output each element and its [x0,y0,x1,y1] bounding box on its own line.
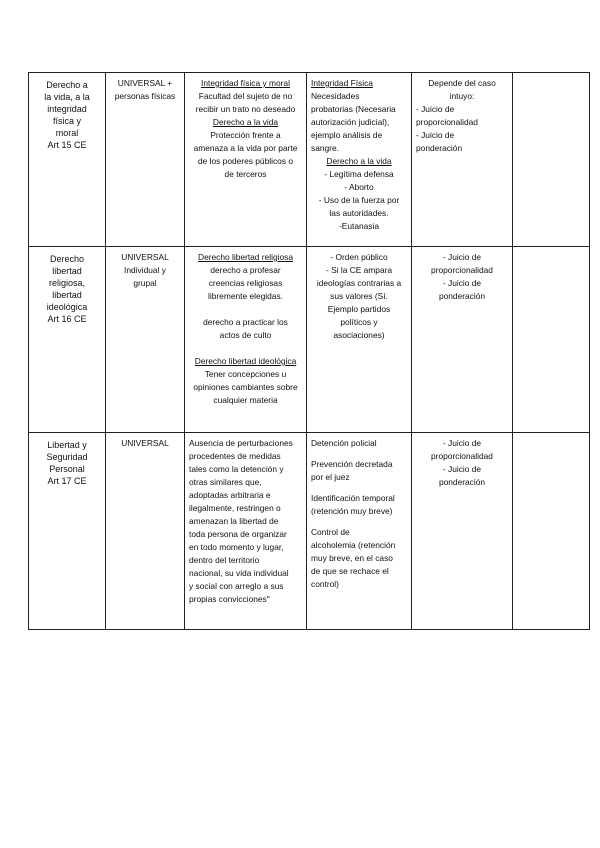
empty-cell [513,433,590,630]
holders-cell: UNIVERSAL + personas físicas [106,73,185,247]
right-name-cell: Derecho libertad religiosa, libertad ideológica Art 16 CE [29,247,106,433]
holders-cell: UNIVERSAL Individual y grupal [106,247,185,433]
judgment-cell: - Juicio de proporcionalidad - Juicio de ponderación [412,247,513,433]
limits-cell: Integridad Física Necesidades probatorias (Necesaria autorización judicial), ejemplo análisis de sangre. Derecho a la vida - Legítima defensa - Aborto - Uso de la fuerza por las autoridades. -Eutanasia [307,73,412,247]
table-row [29,433,590,630]
section-heading: Derecho libertad religiosa [198,252,293,262]
right-name-cell: Derecho a la vida, a la integridad física y moral Art 15 CE [29,73,106,247]
judgment-cell: Depende del caso intuyo: - Juicio de proporcionalidad - Juicio de ponderación [412,73,513,247]
empty-cell [513,73,590,247]
content-cell: Derecho libertad religiosa derecho a profesar creencias religiosas libremente elegidas. derecho a practicar los actos de culto Derecho libertad ideológica Tener concepciones u opiniones cambiantes sobre cualquier materia [185,247,307,433]
rights-table [28,72,590,630]
content-cell: Integridad física y moral Facultad del sujeto de no recibir un trato no deseado Derecho a la vida Protección frente a amenaza a la vida por parte de los poderes públicos o de terceros [185,73,307,247]
table-row [29,247,590,433]
table-row [29,73,590,247]
section-heading: Derecho libertad ideológica [194,356,297,366]
holders-cell: UNIVERSAL [106,433,185,630]
empty-cell [513,247,590,433]
limits-cell: - Orden público - Si la CE ampara ideologías contrarias a sus valores (Sí. Ejemplo partidos políticos y asociaciones) [307,247,412,433]
judgment-cell: - Juicio de proporcionalidad - Juicio de ponderación [412,433,513,630]
right-name-cell: Libertad y Seguridad Personal Art 17 CE [29,433,106,630]
section-heading: Derecho a la vida [212,117,279,127]
section-heading: Derecho a la vida [326,156,392,166]
section-heading: Integridad Física [311,78,373,88]
content-cell: Ausencia de perturbaciones procedentes de medidas tales como la detención y otras similares que, adoptadas arbitraria e ilegalmente, restringen o amenazan la libertad de toda persona de organizar en todo momento y lugar, dentro del territorio nacional, su vida individual y social con arreglo a sus propias convicciones" [185,433,307,630]
section-heading: Integridad física y moral [201,78,290,88]
limits-cell: Detención policial Prevención decretada por el juez Identificación temporal (retención muy breve) Control de alcoholemia (retención muy breve, en el caso de que se rechace el control) [307,433,412,630]
